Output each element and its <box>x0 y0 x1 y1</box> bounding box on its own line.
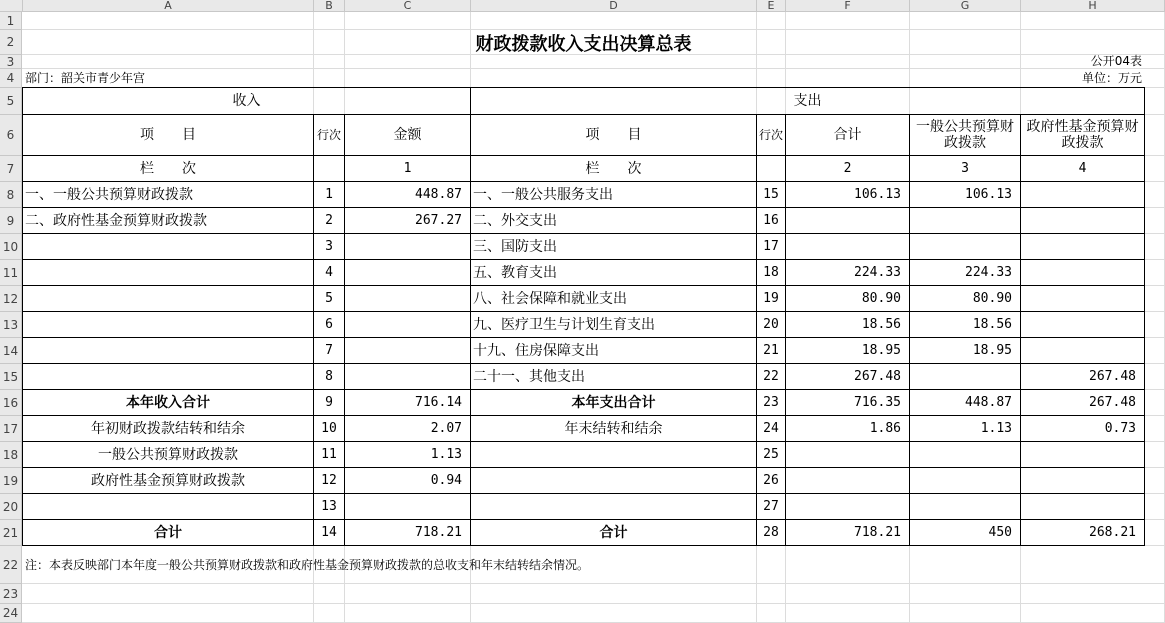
cell-e-row-8[interactable]: 15 <box>763 186 779 202</box>
cell-h-row-18[interactable] <box>1021 442 1144 467</box>
row-header-13[interactable]: 13 <box>0 312 22 338</box>
column-header-h[interactable]: H <box>1021 0 1165 12</box>
row-header-1[interactable]: 1 <box>0 12 22 30</box>
cell-a-row-8[interactable]: 一、一般公共预算财政拨款 <box>25 186 193 203</box>
cell-b-row-21[interactable]: 14 <box>321 524 337 540</box>
income-header[interactable]: 收入 <box>232 93 261 109</box>
cell-h-row-11[interactable] <box>1021 260 1144 285</box>
cell-c-row-8[interactable]: 448.87 <box>415 186 462 202</box>
cell-f-row-11[interactable]: 224.33 <box>854 264 901 280</box>
cell-g-row-10[interactable] <box>910 234 1020 259</box>
cell-e-row-21[interactable]: 28 <box>763 524 779 540</box>
cell-h-row-9[interactable] <box>1021 208 1144 233</box>
cell-c-row-10[interactable] <box>345 234 470 259</box>
cell-b-row-10[interactable]: 3 <box>325 238 333 254</box>
cell-g-row-21[interactable]: 450 <box>988 524 1012 540</box>
col-label-header[interactable]: 栏 次 <box>140 160 196 177</box>
col-2-header[interactable]: 2 <box>843 160 852 176</box>
cell-f-row-19[interactable] <box>786 468 909 493</box>
cell-g-row-14[interactable]: 18.95 <box>972 342 1012 358</box>
cell-b-row-9[interactable]: 2 <box>325 212 333 228</box>
row-no-header[interactable]: 行次 <box>316 128 341 142</box>
cell-a-row-12[interactable] <box>23 286 313 311</box>
cell-a-row-10[interactable] <box>23 234 313 259</box>
cell-g-row-16[interactable]: 448.87 <box>965 394 1012 410</box>
cell-d-row-8[interactable]: 一、一般公共服务支出 <box>473 186 613 203</box>
cell-b-row-18[interactable]: 11 <box>321 446 337 462</box>
cell-h-row-15[interactable]: 267.48 <box>1089 368 1136 384</box>
cell-g-row-18[interactable] <box>910 442 1020 467</box>
cell-f-row-14[interactable]: 18.95 <box>861 342 901 358</box>
cell-h-row-8[interactable] <box>1021 182 1144 207</box>
cell-g-row-20[interactable] <box>910 494 1020 519</box>
cell-g-row-11[interactable]: 224.33 <box>965 264 1012 280</box>
item-header[interactable]: 项 目 <box>140 127 196 143</box>
cell-b-row-17[interactable]: 10 <box>321 420 337 436</box>
cell-b-row-8[interactable]: 1 <box>325 186 333 202</box>
cell-a-row-20[interactable] <box>23 494 313 519</box>
cell-f-row-13[interactable]: 18.56 <box>861 316 901 332</box>
row-header-12[interactable]: 12 <box>0 286 22 312</box>
cell-g-row-9[interactable] <box>910 208 1020 233</box>
column-header-d[interactable]: D <box>471 0 757 12</box>
col-4-header[interactable]: 4 <box>1078 160 1087 176</box>
row-header-3[interactable]: 3 <box>0 55 22 69</box>
row-header-17[interactable]: 17 <box>0 416 22 442</box>
cell-c-row-9[interactable]: 267.27 <box>415 212 462 228</box>
cell-a-row-11[interactable] <box>23 260 313 285</box>
cell-d-row-11[interactable]: 五、教育支出 <box>473 264 557 281</box>
total-header[interactable]: 合计 <box>833 127 862 143</box>
cell-b-row-14[interactable]: 7 <box>325 342 333 358</box>
report-title[interactable]: 财政拨款收入支出决算总表 <box>475 34 692 55</box>
cell-h-row-14[interactable] <box>1021 338 1144 363</box>
gov-fund-header[interactable]: 政府性基金预算财政拨款 <box>1026 119 1139 151</box>
cell-c-row-17[interactable]: 2.07 <box>430 420 462 436</box>
department-label[interactable]: 部门：韶关市青少年宫 <box>25 71 146 85</box>
row-header-24[interactable]: 24 <box>0 604 22 623</box>
footnote[interactable]: 注：本表反映部门本年度一般公共预算财政拨款和政府性基金预算财政拨款的总收支和年末结转结余情况。 <box>25 558 590 572</box>
cell-d-row-10[interactable]: 三、国防支出 <box>473 238 557 255</box>
cell-a-row-15[interactable] <box>23 364 313 389</box>
cell-b-row-13[interactable]: 6 <box>325 316 333 332</box>
cell-a-row-19[interactable]: 政府性基金预算财政拨款 <box>91 472 245 489</box>
cell-f-row-16[interactable]: 716.35 <box>854 394 901 410</box>
column-header-f[interactable]: F <box>786 0 910 12</box>
cell-d-row-16[interactable]: 本年支出合计 <box>571 394 656 411</box>
cell-e-row-15[interactable]: 22 <box>763 368 779 384</box>
cell-b-row-16[interactable]: 9 <box>325 394 333 410</box>
cell-c-row-19[interactable]: 0.94 <box>430 472 462 488</box>
col-3-header[interactable]: 3 <box>961 160 969 176</box>
column-header-a[interactable]: A <box>23 0 314 12</box>
cell-f-row-18[interactable] <box>786 442 909 467</box>
cell-a-row-17[interactable]: 年初财政拨款结转和结余 <box>91 420 245 437</box>
cell-f-row-9[interactable] <box>786 208 909 233</box>
cell-f-row-10[interactable] <box>786 234 909 259</box>
row-header-10[interactable]: 10 <box>0 234 22 260</box>
cell-c-row-16[interactable]: 716.14 <box>415 394 462 410</box>
cell-h-row-16[interactable]: 267.48 <box>1089 394 1136 410</box>
cell-d-row-21[interactable]: 合计 <box>599 524 628 541</box>
column-header-e[interactable]: E <box>757 0 786 12</box>
cell-b-row-19[interactable]: 12 <box>321 472 337 488</box>
cell-c-row-15[interactable] <box>345 364 470 389</box>
cell-f-row-17[interactable]: 1.86 <box>869 420 901 436</box>
amount-header[interactable]: 金额 <box>393 127 422 143</box>
cell-e-row-9[interactable]: 16 <box>763 212 779 228</box>
cell-g-row-17[interactable]: 1.13 <box>980 420 1012 436</box>
cell-d-row-13[interactable]: 九、医疗卫生与计划生育支出 <box>473 316 655 333</box>
cell-d-row-18[interactable] <box>471 442 756 467</box>
row-header-6[interactable]: 6 <box>0 115 22 156</box>
col-1-header[interactable]: 1 <box>403 160 412 176</box>
cell-e-row-20[interactable]: 27 <box>763 498 779 514</box>
row-header-19[interactable]: 19 <box>0 468 22 494</box>
row-header-8[interactable]: 8 <box>0 182 22 208</box>
row-header-18[interactable]: 18 <box>0 442 22 468</box>
cell-d-row-20[interactable] <box>471 494 756 519</box>
cell-f-row-12[interactable]: 80.90 <box>861 290 901 306</box>
cell-d-row-19[interactable] <box>471 468 756 493</box>
row-header-2[interactable]: 2 <box>0 30 22 55</box>
cell-c-row-21[interactable]: 718.21 <box>415 524 462 540</box>
row-header-4[interactable]: 4 <box>0 69 22 88</box>
cell-e-row-10[interactable]: 17 <box>763 238 779 254</box>
cell-c-row-11[interactable] <box>345 260 470 285</box>
select-all-corner[interactable] <box>0 0 23 12</box>
cell-h-row-21[interactable]: 268.21 <box>1089 524 1136 540</box>
cell-b-row-15[interactable]: 8 <box>325 368 333 384</box>
cell-g-row-19[interactable] <box>910 468 1020 493</box>
cell-c-row-14[interactable] <box>345 338 470 363</box>
cell-a-row-16[interactable]: 本年收入合计 <box>126 394 210 411</box>
cell-g-row-12[interactable]: 80.90 <box>972 290 1012 306</box>
cell-g-row-8[interactable]: 106.13 <box>965 186 1012 202</box>
row-header-11[interactable]: 11 <box>0 260 22 286</box>
cell-h-row-10[interactable] <box>1021 234 1144 259</box>
cell-c-row-12[interactable] <box>345 286 470 311</box>
cell-b-row-11[interactable]: 4 <box>325 264 333 280</box>
cell-b-row-12[interactable]: 5 <box>325 290 333 306</box>
col-label-header-2[interactable]: 栏 次 <box>585 160 642 177</box>
cell-e-row-12[interactable]: 19 <box>763 290 779 306</box>
cell-e-row-13[interactable]: 20 <box>763 316 779 332</box>
cell-a-row-21[interactable]: 合计 <box>154 524 182 541</box>
cell-d-row-9[interactable]: 二、外交支出 <box>473 212 557 229</box>
general-budget-header[interactable]: 一般公共预算财政拨款 <box>916 119 1014 151</box>
cell-d-row-17[interactable]: 年末结转和结余 <box>564 420 663 437</box>
cell-h-row-19[interactable] <box>1021 468 1144 493</box>
row-header-5[interactable]: 5 <box>0 88 22 115</box>
cell-d-row-14[interactable]: 十九、住房保障支出 <box>473 342 599 359</box>
row-header-22[interactable]: 22 <box>0 546 22 584</box>
cell-h-row-13[interactable] <box>1021 312 1144 337</box>
cell-d-row-12[interactable]: 八、社会保障和就业支出 <box>473 290 627 307</box>
form-code[interactable]: 公开04表 <box>1090 54 1142 68</box>
cell-c-row-13[interactable] <box>345 312 470 337</box>
cell-c-row-20[interactable] <box>345 494 470 519</box>
row-no-header-2[interactable]: 行次 <box>758 128 783 142</box>
row-header-15[interactable]: 15 <box>0 364 22 390</box>
cell-a-row-18[interactable]: 一般公共预算财政拨款 <box>98 446 238 463</box>
unit-label[interactable]: 单位：万元 <box>1081 71 1142 85</box>
cell-g-row-15[interactable] <box>910 364 1020 389</box>
cell-e-row-16[interactable]: 23 <box>763 394 779 410</box>
cell-e-row-14[interactable]: 21 <box>763 342 779 358</box>
cell-d-row-15[interactable]: 二十一、其他支出 <box>473 368 585 385</box>
row-header-9[interactable]: 9 <box>0 208 22 234</box>
row-header-7[interactable]: 7 <box>0 156 22 182</box>
column-header-g[interactable]: G <box>910 0 1021 12</box>
expense-header[interactable]: 支出 <box>793 93 822 109</box>
cell-f-row-8[interactable]: 106.13 <box>854 186 901 202</box>
cell-h-row-20[interactable] <box>1021 494 1144 519</box>
cell-h-row-12[interactable] <box>1021 286 1144 311</box>
cell-a-row-14[interactable] <box>23 338 313 363</box>
row-header-23[interactable]: 23 <box>0 584 22 604</box>
cell-a-row-9[interactable]: 二、政府性基金预算财政拨款 <box>25 212 207 229</box>
cell-f-row-20[interactable] <box>786 494 909 519</box>
cell-c-row-18[interactable]: 1.13 <box>430 446 462 462</box>
cell-e-row-17[interactable]: 24 <box>763 420 779 436</box>
cell-a-row-13[interactable] <box>23 312 313 337</box>
row-header-20[interactable]: 20 <box>0 494 22 520</box>
row-header-16[interactable]: 16 <box>0 390 22 416</box>
cell-h-row-17[interactable]: 0.73 <box>1104 420 1136 436</box>
cell-g-row-13[interactable]: 18.56 <box>972 316 1012 332</box>
cell-f-row-15[interactable]: 267.48 <box>854 368 901 384</box>
row-header-21[interactable]: 21 <box>0 520 22 546</box>
column-header-c[interactable]: C <box>345 0 471 12</box>
item-header-2[interactable]: 项 目 <box>585 127 642 143</box>
cell-e-row-19[interactable]: 26 <box>763 472 779 488</box>
column-header-b[interactable]: B <box>314 0 345 12</box>
cell-e-row-18[interactable]: 25 <box>763 446 779 462</box>
cell-f-row-21[interactable]: 718.21 <box>854 524 901 540</box>
row-header-14[interactable]: 14 <box>0 338 22 364</box>
cell-e-row-11[interactable]: 18 <box>763 264 779 280</box>
cell-b-row-20[interactable]: 13 <box>321 498 337 514</box>
